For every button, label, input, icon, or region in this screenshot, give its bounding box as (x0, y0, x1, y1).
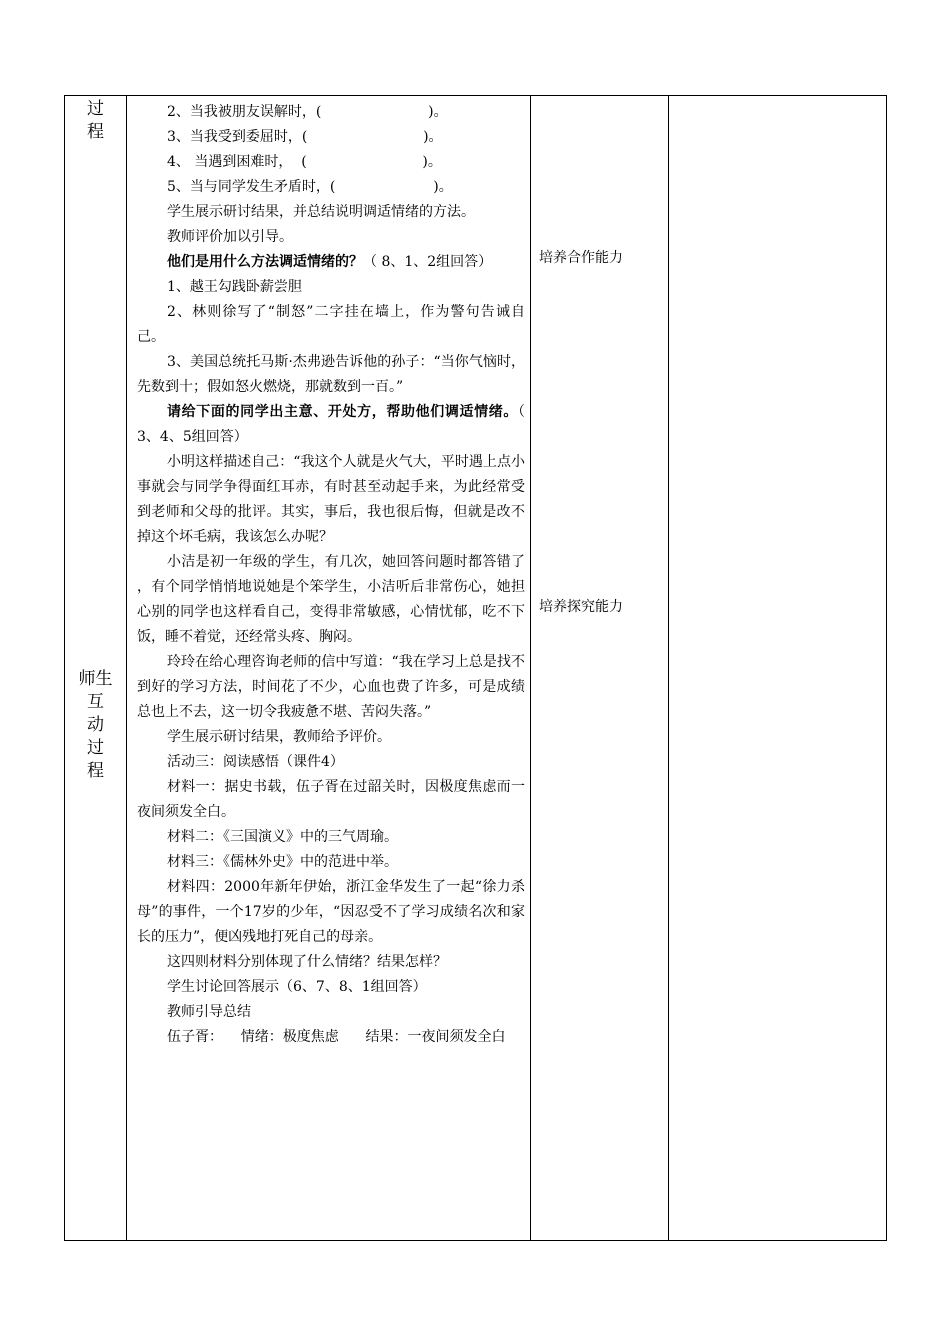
paragraph: 活动三：阅读感悟（课件4） (167, 754, 344, 770)
blank-item: 4、 当遇到困难时， ( )。 (167, 154, 442, 170)
activity-content (137, 100, 525, 1050)
paragraph: 教师评价加以引导。 (167, 229, 293, 245)
question-bold: 请给下面的同学出主意、开处方，帮助他们调适情绪。 (167, 404, 518, 420)
blank-item: 3、当我受到委屈时，( )。 (167, 129, 443, 145)
stage-column (65, 96, 126, 1240)
question-bold: 他们是用什么方法调适情绪的？ (167, 254, 363, 270)
stage-label-top (65, 98, 126, 144)
paragraph: 材料二：《三国演义》中的三气周瑜。 (167, 829, 398, 845)
question-groups: （ 3、4、5组回答） (137, 404, 525, 445)
blank-item: 5、当与同学发生矛盾时，( )。 (167, 179, 453, 195)
stage-label-main (65, 668, 126, 783)
column-divider (126, 96, 127, 1240)
stage-char: 程 (87, 122, 104, 142)
paragraph: 伍子胥： 情绪：极度焦虑 结果：一夜间须发全白 (167, 1029, 506, 1045)
paragraph: 3、美国总统托马斯·杰弗逊告诉他的孙子：“当你气恼时，先数到十；假如怒火燃烧，那就数到一百。” (137, 354, 525, 395)
lesson-table (64, 95, 887, 1241)
stage-char: 动 (87, 715, 104, 735)
question-groups: （ 8、1、2组回答） (363, 254, 493, 270)
paragraph: 材料三：《儒林外史》中的范进中举。 (167, 854, 398, 870)
paragraph: 小明这样描述自己：“我这个人就是火气大，平时遇上点小事就会与同学争得面红耳赤，有时甚至动起手来，为此经常受到老师和父母的批评。其实，事后，我也很后悔，但就是改不掉这个坏毛病，我该怎么办呢？ (137, 454, 525, 545)
stage-char: 过 (87, 738, 104, 758)
goal-note: 培养探究能力 (539, 599, 623, 615)
stage-char: 过 (87, 99, 104, 119)
paragraph: 材料一：据史书载，伍子胥在过韶关时，因极度焦虑而一夜间须发全白。 (137, 779, 525, 820)
paragraph: 1、越王勾践卧薪尝胆 (167, 279, 302, 295)
paragraph: 学生展示研讨结果，教师给予评价。 (167, 729, 391, 745)
stage-char: 师生 (78, 669, 113, 689)
column-divider (668, 96, 669, 1240)
goal-note: 培养合作能力 (539, 250, 623, 266)
paragraph: 小洁是初一年级的学生，有几次，她回答问题时都答错了 ，有个同学悄悄地说她是个笨学生，小洁听后非常伤心，她担心别的同学也这样看自己，变得非常敏感，心情忧郁，吃不下饭，睡不着觉，还经常头疼、胸闷。 (137, 554, 525, 645)
question (137, 250, 525, 275)
paragraph: 2、林则徐写了“制怒”二字挂在墙上，作为警句告诫自己。 (137, 304, 525, 345)
paragraph: 学生讨论回答展示（6、7、8、1组回答） (167, 979, 427, 995)
column-divider (530, 96, 531, 1240)
paragraph: 玲玲在给心理咨询老师的信中写道：“我在学习上总是找不到好的学习方法，时间花了不少，心血也费了许多，可是成绩总也上不去，这一切令我疲惫不堪、苦闷失落。” (137, 654, 525, 720)
question (137, 400, 525, 450)
stage-char: 互 (87, 692, 104, 712)
paragraph: 这四则材料分别体现了什么情绪？结果怎样？ (167, 954, 447, 970)
blank-item: 2、当我被朋友误解时，( )。 (167, 104, 448, 120)
paragraph: 材料四：2000年新年伊始，浙江金华发生了一起“徐力杀母”的事件，一个17岁的少年，“因忍受不了学习成绩名次和家长的压力”，便凶残地打死自己的母亲。 (137, 879, 525, 945)
stage-char: 程 (87, 761, 104, 781)
paragraph: 教师引导总结 (167, 1004, 251, 1020)
paragraph: 学生展示研讨结果，并总结说明调适情绪的方法。 (167, 204, 475, 220)
